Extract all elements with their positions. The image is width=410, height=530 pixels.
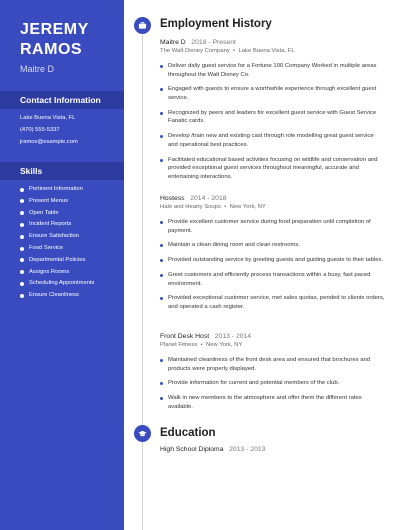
job-bullet: Provided exceptional customer service, met sales quotas, pended to clients orders, and operated a cash register.: [160, 294, 385, 311]
timeline-line: [142, 35, 143, 530]
employment-heading: Employment History: [160, 18, 272, 30]
skill-item: Present Menus: [20, 196, 94, 208]
job-bullet: Maintain a clean dining room and clean restrooms.: [160, 241, 385, 250]
job-title: Maitre D: [20, 64, 55, 74]
job-bullet: Deliver daily guest service for a Fortune 100 Company Worked in multiple areas throughout the Walt Disney Co.: [160, 62, 385, 79]
first-name: JEREMY: [20, 21, 89, 38]
job-position: Maitre D: [160, 39, 186, 46]
job-company-line: Hale and Hearty Soups • New York, NY: [160, 204, 266, 210]
job-company: The Walt Disney Company: [160, 48, 230, 54]
graduation-cap-icon: [134, 425, 151, 442]
skill-item: Departmental Policies: [20, 255, 94, 267]
job-dates: 2013 - 2014: [214, 333, 252, 340]
job-dates: 2014 - 2018: [190, 195, 227, 202]
skill-item: Ensure Cleanliness: [20, 290, 94, 302]
job-header: [160, 39, 385, 46]
job-entry: [160, 195, 385, 318]
contact-info: [20, 112, 78, 149]
contact-email[interactable]: jramos@example.com: [20, 139, 78, 146]
job-dates: 2018 - Present: [191, 39, 236, 46]
skills-list: [20, 184, 94, 302]
skill-item: Open Table: [20, 208, 94, 220]
last-name: RAMOS: [20, 41, 83, 58]
job-company: Hale and Hearty Soups: [160, 204, 221, 210]
job-position: Hostess: [160, 195, 185, 202]
job-entry: [160, 333, 385, 418]
job-bullet: Maintained cleanliness of the front desk area and ensured that brochures and products were properly displayed.: [160, 356, 385, 373]
job-bullet: Engaged with guests to ensure a worthwhile experience through excellent guest service.: [160, 85, 385, 102]
job-bullets: [160, 356, 385, 411]
contact-location: Lake Buena Vista, FL: [20, 115, 76, 121]
job-location: New York, NY: [205, 342, 243, 348]
skills-heading: Skills: [0, 162, 124, 180]
job-bullet: Provide excellent customer service during food preparation until completion of payment.: [160, 218, 385, 235]
job-company-line: The Walt Disney Company • Lake Buena Vista, FL: [160, 48, 295, 54]
job-bullet: Provide information for current and potential members of the club.: [160, 379, 385, 388]
education-heading: Education: [160, 427, 216, 439]
job-bullets: [160, 218, 385, 312]
education-dates: 2013 - 2013: [229, 446, 266, 453]
job-location: Lake Buena Vista, FL: [238, 48, 295, 54]
sidebar: [0, 0, 124, 530]
skill-item: Assigns Rooms: [20, 267, 94, 279]
job-bullet: Develop /train new and existing cast through role modelling great guest service and operational best practices.: [160, 132, 385, 149]
job-bullet: Provided outstanding service by greeting guests and guiding guests to their tables.: [160, 256, 385, 265]
job-header: [160, 333, 385, 340]
skill-item: Pertinent Information: [20, 184, 94, 196]
education-degree: High School Diploma: [160, 446, 224, 453]
job-bullet: Walk in new members to the atmosphere and offer them the different rates available.: [160, 394, 385, 411]
job-bullet: Greet customers and efficiently process transactions within a busy, fast paced environment.: [160, 271, 385, 288]
job-company: Planet Fitness: [160, 342, 198, 348]
contact-heading: Contact Information: [0, 91, 124, 109]
skill-item: Incident Reports: [20, 219, 94, 231]
job-entry: [160, 39, 385, 187]
job-company-line: Planet Fitness • New York, NY: [160, 342, 243, 348]
briefcase-icon: [134, 17, 151, 34]
job-bullet: Recognized by peers and leaders for excellent guest service with Guest Service Fanatic cards.: [160, 109, 385, 126]
education-entry: [160, 446, 265, 453]
job-header: [160, 195, 385, 202]
job-location: New York, NY: [229, 204, 266, 210]
skill-item: Scheduling Appointments: [20, 278, 94, 290]
candidate-name: [20, 20, 89, 60]
skill-item: Ensure Satisfaction: [20, 231, 94, 243]
job-bullet: Facilitated educational based activities focusing on wildlife and conservation and provided exceptional guest services throughout meaningful, accurate and entertaining interactions.: [160, 156, 385, 182]
skill-item: Food Service: [20, 243, 94, 255]
contact-phone: (470) 555-5337: [20, 127, 60, 134]
job-bullets: [160, 62, 385, 181]
job-position: Front Desk Host: [160, 333, 210, 340]
